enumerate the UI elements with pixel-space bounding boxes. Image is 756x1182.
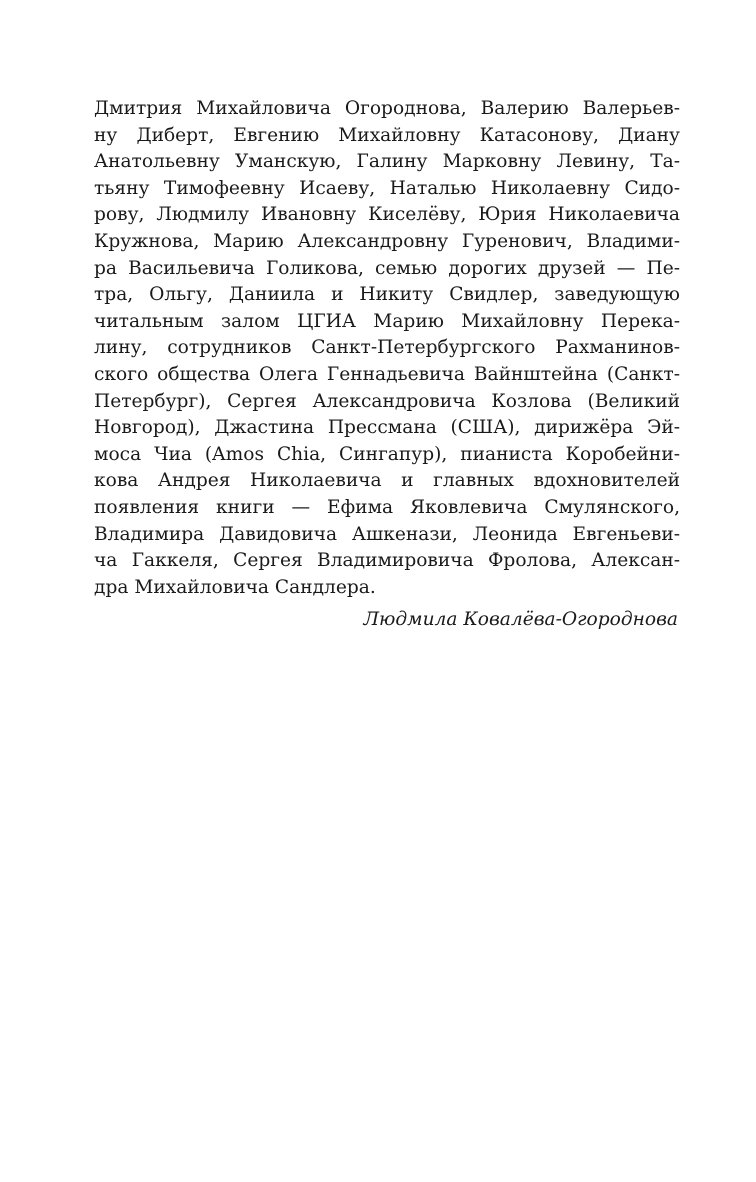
text-line: кова Андрея Николаевича и главных вдохновителей	[94, 470, 680, 492]
text-line: рову, Людмилу Ивановну Киселёву, Юрия Николаевича	[94, 204, 680, 226]
text-line: Владимира Давидовича Ашкенази, Леонида Евгеньеви-	[94, 523, 680, 545]
text-line: ча Гаккеля, Сергея Владимировича Фролова, Алексан-	[94, 550, 680, 572]
text-line: тра, Ольгу, Даниила и Никиту Свидлер, заведующую	[94, 284, 680, 306]
text-line: появления книги — Ефима Яковлевича Смулянского,	[94, 496, 680, 518]
text-line: дра Михайловича Сандлера.	[94, 576, 376, 598]
text-line: лину, сотрудников Санкт-Петербургского Рахманинов-	[94, 337, 680, 359]
text-line: Дмитрия Михайловича Огороднова, Валерию Валерьев-	[94, 98, 680, 119]
text-line: тьяну Тимофеевну Исаеву, Наталью Николаевну Сидо-	[94, 177, 680, 199]
text-line: ра Васильевича Голикова, семью дорогих друзей — Пе-	[94, 257, 680, 279]
text-line: ского общества Олега Геннадьевича Вайнштейна (Санкт-	[94, 363, 680, 385]
text-line: ну Диберт, Евгению Михайловну Катасонову, Диану	[94, 124, 680, 146]
text-line: Петербург), Сергея Александровича Козлова (Великий	[94, 390, 680, 412]
text-line: моса Чиа (Amos Chia, Сингапур), пианиста Коробейни-	[94, 443, 680, 465]
text-line: Новгород), Джастина Прессмана (США), дирижёра Эй-	[94, 417, 680, 439]
text-line: Анатольевну Уманскую, Галину Марковну Левину, Та-	[94, 151, 680, 173]
text-line: читальным залом ЦГИА Марию Михайловну Перека-	[94, 310, 680, 332]
acknowledgements-paragraph	[94, 96, 680, 601]
author-signature: Людмила Ковалёва-Огороднова	[363, 609, 678, 630]
text-line: Кружнова, Марию Александровну Гуренович, Владими-	[94, 230, 680, 252]
